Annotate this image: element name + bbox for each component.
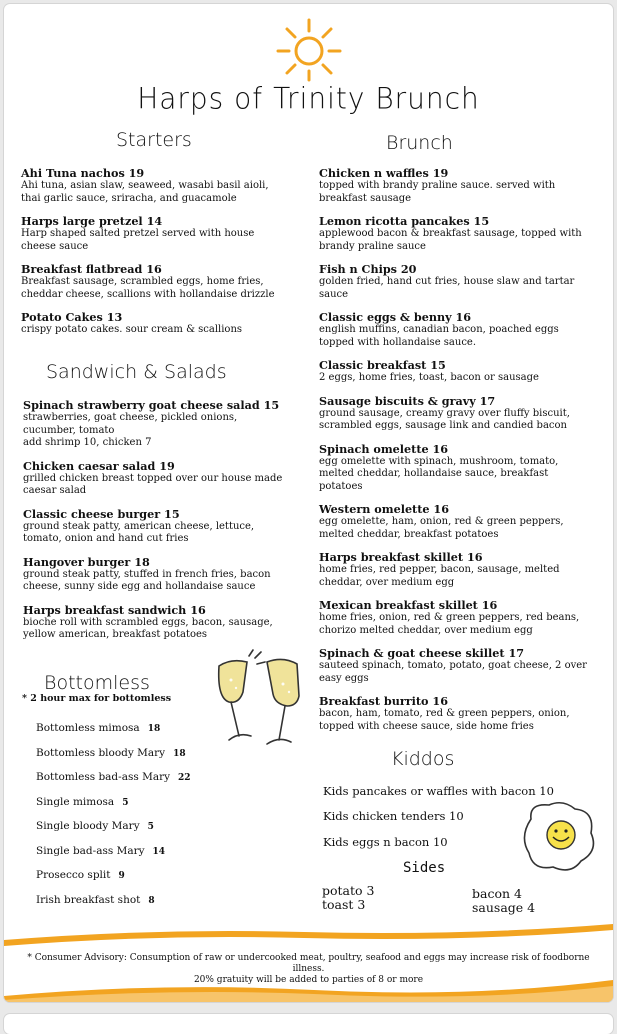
bottomless-item (36, 796, 128, 808)
bottomless-item (36, 820, 154, 832)
bottomless-item (36, 722, 160, 734)
menu-item (319, 646, 591, 685)
bottomless-item-price: 5 (147, 822, 154, 832)
smiley-egg-icon (519, 799, 597, 875)
menu-item (23, 459, 291, 498)
orange-wave-top (4, 922, 613, 948)
sides-heading: Sides (403, 860, 446, 876)
advisory-line: * Consumer Advisory: Consumption of raw or undercooked meat, poultry, seafood and eggs may increase risk of foodborne illness. (27, 953, 590, 974)
menu-item-name: Harps large pretzel 14 (21, 214, 163, 228)
kids-item: Kids chicken tenders 10 (323, 809, 464, 823)
champagne-glasses-icon (209, 644, 314, 754)
menu-item-name: Harps breakfast sandwich 16 (23, 602, 206, 617)
side-item: toast 3 (322, 897, 366, 912)
menu-item-name: Classic eggs & benny 16 (319, 310, 472, 324)
sandwich-salads-list (23, 398, 291, 651)
menu-item (319, 550, 591, 589)
menu-item (21, 214, 291, 253)
bottomless-item (36, 894, 155, 906)
menu-item-description: bacon, ham, tomato, red & green peppers, onion, topped with cheese sauce, side home fries (319, 708, 570, 732)
bottomless-item-price: 5 (122, 797, 129, 808)
menu-item-name: Hangover burger 18 (23, 554, 150, 569)
bottomless-item-price: 18 (173, 748, 186, 759)
menu-item-name: Ahi Tuna nachos 19 (21, 166, 145, 180)
menu-item-description: bioche roll with scrambled eggs, bacon, sausage, yellow american, breakfast potatoes (23, 616, 273, 640)
menu-item-description: home fries, onion, red & green peppers, red beans, chorizo melted cheddar, over medium egg (319, 612, 580, 636)
menu-item-name: Potato Cakes 13 (21, 310, 123, 324)
side-item: potato 3 (322, 883, 375, 898)
bottomless-item (36, 771, 191, 783)
menu-item (23, 555, 291, 594)
menu-item (21, 262, 291, 301)
menu-item-description: Harp shaped salted pretzel served with house cheese sauce (21, 228, 255, 252)
menu-item (23, 398, 291, 450)
menu-item-description: grilled chicken breast topped over our house made caesar salad (23, 472, 283, 496)
bottomless-item-name: Single bloody Mary (36, 820, 140, 832)
sun-icon (274, 14, 344, 84)
bottomless-item-name: Single bad-ass Mary (36, 844, 145, 857)
menu-item-description: home fries, red pepper, bacon, sausage, melted cheddar, over medium egg (319, 564, 560, 588)
kids-item: Kids eggs n bacon 10 (323, 835, 448, 849)
next-page-edge (4, 1014, 613, 1034)
bottomless-item-price: 14 (152, 846, 166, 857)
bottomless-note: * 2 hour max for bottomless (22, 693, 172, 704)
menu-item-name: Classic breakfast 15 (319, 358, 446, 372)
menu-item (319, 502, 591, 541)
starters-list (21, 166, 291, 346)
menu-item-description: ground sausage, creamy gravy over fluffy biscuit, scrambled eggs, sausage link and candied bacon (319, 407, 570, 431)
sides-left (322, 884, 374, 912)
menu-item-name: Breakfast burrito 16 (319, 694, 448, 708)
menu-item-description: Breakfast sausage, scrambled eggs, home fries, cheddar cheese, scallions with hollandaise drizzle (21, 276, 275, 300)
menu-item-name: Breakfast flatbread 16 (21, 262, 162, 276)
menu-item (319, 358, 591, 385)
menu-item-description: ground steak patty, american cheese, lettuce, tomato, onion and hand cut fries (23, 520, 255, 544)
bottomless-item-name: Bottomless bad-ass Mary (36, 771, 171, 783)
menu-title: Harps of Trinity Brunch (137, 81, 480, 116)
side-item: bacon 4 (472, 886, 522, 901)
menu-item-name: Fish n Chips 20 (319, 262, 417, 276)
menu-item (319, 262, 591, 301)
menu-item-description: golden fried, hand cut fries, house slaw and tartar sauce (319, 276, 575, 300)
menu-item-name: Spinach omelette 16 (319, 441, 449, 456)
menu-item-description: crispy potato cakes. sour cream & scallions (21, 324, 243, 335)
bottomless-heading: Bottomless (44, 672, 150, 694)
starters-heading: Starters (116, 129, 192, 151)
menu-item (319, 694, 591, 733)
bottomless-item-price: 9 (118, 871, 125, 881)
menu-item-name: Sausage biscuits & gravy 17 (319, 393, 496, 408)
bottomless-item-price: 8 (148, 895, 155, 906)
menu-item (23, 603, 291, 642)
menu-item (319, 598, 591, 637)
bottomless-item-price: 22 (178, 773, 191, 783)
bottomless-item (36, 869, 125, 881)
bottomless-item (36, 845, 165, 857)
kiddos-heading: Kiddos (391, 748, 455, 770)
menu-item-description: english muffins, canadian bacon, poached eggs topped with hollandaise sauce. (319, 324, 559, 348)
menu-item-description: topped with brandy praline sauce. served with breakfast sausage (319, 180, 556, 204)
orange-wave-bottom (4, 974, 613, 1002)
menu-item (23, 507, 291, 546)
menu-item-name: Mexican breakfast skillet 16 (319, 598, 498, 612)
brunch-list (319, 166, 591, 742)
bottomless-item-name: Bottomless mimosa (36, 722, 140, 734)
menu-item-description: 2 eggs, home fries, toast, bacon or sausage (319, 372, 539, 383)
menu-item-name: Spinach & goat cheese skillet 17 (319, 646, 525, 660)
bottomless-item-name: Prosecco split (36, 869, 111, 881)
menu-page (4, 4, 613, 1002)
bottomless-item-name: Irish breakfast shot (36, 893, 141, 906)
menu-item-name: Spinach strawberry goat cheese salad 15 (23, 398, 280, 412)
menu-item-description: egg omelette with spinach, mushroom, tomato, melted cheddar, hollandaise sauce, breakfast potatoes (319, 455, 559, 492)
menu-item-description: strawberries, goat cheese, pickled onions, cucumber, tomato (23, 412, 238, 436)
menu-item-description: ground steak patty, stuffed in french fries, bacon cheese, sunny side egg and hollandaise sauce (23, 568, 271, 592)
menu-item-description: egg omelette, ham, onion, red & green peppers, melted cheddar, breakfast potatoes (319, 516, 564, 540)
bottomless-item-price: 18 (147, 724, 161, 734)
menu-item (319, 214, 591, 253)
menu-item (21, 166, 291, 205)
side-item: sausage 4 (472, 900, 536, 915)
bottomless-item (36, 747, 186, 759)
menu-item-name: Classic cheese burger 15 (23, 506, 180, 521)
menu-item (319, 442, 591, 494)
menu-item-name: Chicken n waffles 19 (319, 166, 449, 180)
bottomless-item-name: Bottomless bloody Mary (36, 746, 166, 759)
gratuity-line: 20% gratuity will be added to parties of 8 or more (193, 975, 424, 985)
sides-right (472, 887, 535, 915)
kids-item: Kids pancakes or waffles with bacon 10 (323, 784, 554, 798)
menu-item (21, 310, 291, 337)
menu-item (319, 166, 591, 205)
menu-item-description: Ahi tuna, asian slaw, seaweed, wasabi basil aioli, thai garlic sauce, sriracha, and guacamole (21, 180, 269, 204)
menu-item-addon: add shrimp 10, chicken 7 (23, 437, 152, 448)
bottomless-item-name: Single mimosa (36, 795, 115, 808)
menu-item-description: applewood bacon & breakfast sausage, topped with brandy praline sauce (319, 228, 582, 252)
menu-item-name: Chicken caesar salad 19 (23, 458, 175, 473)
menu-item-name: Western omelette 16 (319, 502, 449, 516)
menu-item-name: Harps breakfast skillet 16 (319, 550, 483, 564)
menu-item-description: sauteed spinach, tomato, potato, goat cheese, 2 over easy eggs (319, 660, 587, 684)
brunch-heading: Brunch (386, 132, 453, 154)
menu-item (319, 310, 591, 349)
menu-item-name: Lemon ricotta pancakes 15 (319, 214, 490, 228)
sandwich-salads-heading: Sandwich & Salads (46, 361, 227, 383)
menu-item (319, 394, 591, 433)
